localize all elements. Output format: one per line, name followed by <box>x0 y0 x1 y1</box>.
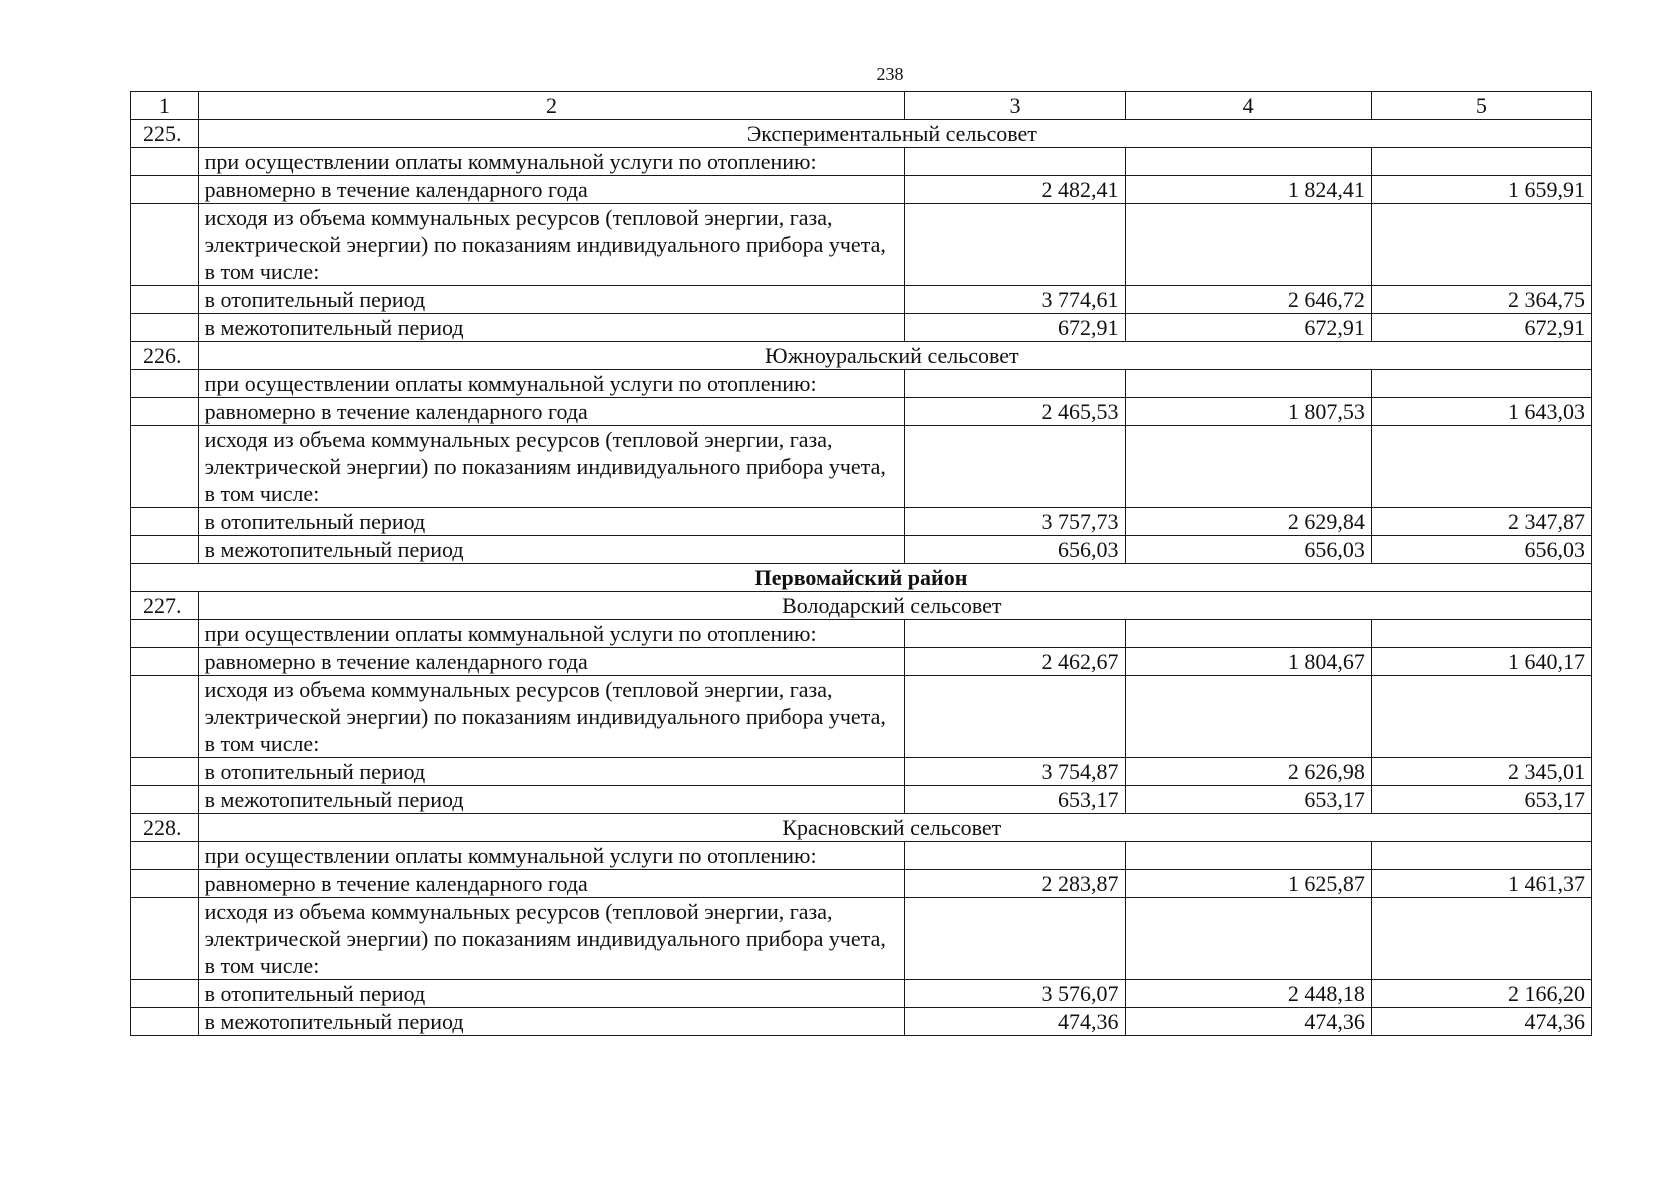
value-col-3 <box>905 898 1125 980</box>
row-index-cell <box>131 148 199 176</box>
header-cell-4: 4 <box>1125 92 1371 120</box>
row-label: в отопительный период <box>198 508 905 536</box>
row-index-cell <box>131 398 199 426</box>
value-col-5 <box>1371 898 1591 980</box>
row-label: исходя из объема коммунальных ресурсов (тепловой энергии, газа, электрической энергии) по показаниям индивидуального прибора учета, в том числе: <box>198 204 905 286</box>
table-row <box>131 286 1592 314</box>
value-col-3: 2 465,53 <box>905 398 1125 426</box>
table-row <box>131 508 1592 536</box>
value-col-5 <box>1371 842 1591 870</box>
value-col-4: 2 626,98 <box>1125 758 1371 786</box>
row-label: в межотопительный период <box>198 786 905 814</box>
row-index-cell <box>131 286 199 314</box>
value-col-4 <box>1125 370 1371 398</box>
value-col-5: 1 640,17 <box>1371 648 1591 676</box>
value-col-4: 1 807,53 <box>1125 398 1371 426</box>
row-index-cell <box>131 758 199 786</box>
row-index-cell <box>131 1008 199 1036</box>
value-col-4 <box>1125 842 1371 870</box>
table-row <box>131 758 1592 786</box>
table-row <box>131 314 1592 342</box>
header-cell-5: 5 <box>1371 92 1591 120</box>
row-index-cell <box>131 898 199 980</box>
value-col-3 <box>905 370 1125 398</box>
tariff-table <box>130 91 1592 1036</box>
row-index-cell <box>131 648 199 676</box>
table-row <box>131 870 1592 898</box>
row-index-cell <box>131 676 199 758</box>
value-col-3 <box>905 426 1125 508</box>
section-title-row <box>131 342 1592 370</box>
row-index-cell <box>131 536 199 564</box>
value-col-3: 3 757,73 <box>905 508 1125 536</box>
value-col-5: 1 659,91 <box>1371 176 1591 204</box>
value-col-4 <box>1125 676 1371 758</box>
row-label: при осуществлении оплаты коммунальной услуги по отоплению: <box>198 620 905 648</box>
section-index: 227. <box>131 592 199 620</box>
value-col-5: 2 364,75 <box>1371 286 1591 314</box>
row-label: равномерно в течение календарного года <box>198 398 905 426</box>
value-col-3 <box>905 842 1125 870</box>
row-index-cell <box>131 620 199 648</box>
value-col-3: 653,17 <box>905 786 1125 814</box>
value-col-3: 656,03 <box>905 536 1125 564</box>
value-col-3: 2 462,67 <box>905 648 1125 676</box>
table-row <box>131 842 1592 870</box>
row-index-cell <box>131 314 199 342</box>
row-label: при осуществлении оплаты коммунальной услуги по отоплению: <box>198 370 905 398</box>
value-col-4: 474,36 <box>1125 1008 1371 1036</box>
value-col-3 <box>905 620 1125 648</box>
value-col-5: 672,91 <box>1371 314 1591 342</box>
row-label: в межотопительный период <box>198 314 905 342</box>
table-body <box>131 92 1592 1036</box>
header-cell-3: 3 <box>905 92 1125 120</box>
value-col-5: 656,03 <box>1371 536 1591 564</box>
row-label: исходя из объема коммунальных ресурсов (тепловой энергии, газа, электрической энергии) по показаниям индивидуального прибора учета, в том числе: <box>198 898 905 980</box>
value-col-4: 2 448,18 <box>1125 980 1371 1008</box>
section-title-row <box>131 592 1592 620</box>
value-col-3: 3 576,07 <box>905 980 1125 1008</box>
row-index-cell <box>131 204 199 286</box>
value-col-4 <box>1125 204 1371 286</box>
row-label: при осуществлении оплаты коммунальной услуги по отоплению: <box>198 842 905 870</box>
value-col-5: 1 643,03 <box>1371 398 1591 426</box>
district-row <box>131 564 1592 592</box>
value-col-5 <box>1371 148 1591 176</box>
value-col-5 <box>1371 620 1591 648</box>
value-col-4 <box>1125 898 1371 980</box>
section-index: 226. <box>131 342 199 370</box>
section-title: Красновский сельсовет <box>198 814 1591 842</box>
table-row <box>131 370 1592 398</box>
value-col-5: 2 347,87 <box>1371 508 1591 536</box>
header-cell-1: 1 <box>131 92 199 120</box>
table-row <box>131 620 1592 648</box>
row-index-cell <box>131 870 199 898</box>
table-row <box>131 398 1592 426</box>
value-col-4 <box>1125 426 1371 508</box>
value-col-4: 2 646,72 <box>1125 286 1371 314</box>
value-col-3: 474,36 <box>905 1008 1125 1036</box>
value-col-4 <box>1125 620 1371 648</box>
row-index-cell <box>131 426 199 508</box>
row-label: исходя из объема коммунальных ресурсов (тепловой энергии, газа, электрической энергии) по показаниям индивидуального прибора учета, в том числе: <box>198 426 905 508</box>
table-row <box>131 898 1592 980</box>
row-label: в отопительный период <box>198 980 905 1008</box>
value-col-5: 2 166,20 <box>1371 980 1591 1008</box>
table-row <box>131 676 1592 758</box>
table-row <box>131 536 1592 564</box>
value-col-3: 672,91 <box>905 314 1125 342</box>
row-label: равномерно в течение календарного года <box>198 648 905 676</box>
row-label: при осуществлении оплаты коммунальной услуги по отоплению: <box>198 148 905 176</box>
table-row <box>131 980 1592 1008</box>
row-label: равномерно в течение календарного года <box>198 870 905 898</box>
value-col-5 <box>1371 676 1591 758</box>
table-row <box>131 176 1592 204</box>
table-row <box>131 148 1592 176</box>
row-index-cell <box>131 842 199 870</box>
value-col-3 <box>905 148 1125 176</box>
value-col-5: 1 461,37 <box>1371 870 1591 898</box>
row-index-cell <box>131 980 199 1008</box>
value-col-3: 2 283,87 <box>905 870 1125 898</box>
header-cell-2: 2 <box>198 92 905 120</box>
value-col-5 <box>1371 370 1591 398</box>
value-col-5: 653,17 <box>1371 786 1591 814</box>
section-index: 225. <box>131 120 199 148</box>
value-col-4: 1 625,87 <box>1125 870 1371 898</box>
district-title: Первомайский район <box>131 564 1592 592</box>
row-label: исходя из объема коммунальных ресурсов (тепловой энергии, газа, электрической энергии) по показаниям индивидуального прибора учета, в том числе: <box>198 676 905 758</box>
section-title-row <box>131 120 1592 148</box>
section-index: 228. <box>131 814 199 842</box>
row-label: в отопительный период <box>198 758 905 786</box>
value-col-5 <box>1371 204 1591 286</box>
value-col-5: 2 345,01 <box>1371 758 1591 786</box>
row-index-cell <box>131 786 199 814</box>
row-index-cell <box>131 370 199 398</box>
value-col-4: 1 824,41 <box>1125 176 1371 204</box>
section-title: Южноуральский сельсовет <box>198 342 1591 370</box>
value-col-3 <box>905 676 1125 758</box>
value-col-4: 1 804,67 <box>1125 648 1371 676</box>
value-col-4: 672,91 <box>1125 314 1371 342</box>
value-col-5 <box>1371 426 1591 508</box>
value-col-4: 656,03 <box>1125 536 1371 564</box>
table-row <box>131 1008 1592 1036</box>
row-index-cell <box>131 176 199 204</box>
value-col-5: 474,36 <box>1371 1008 1591 1036</box>
page-number: 238 <box>876 64 904 84</box>
value-col-3: 3 774,61 <box>905 286 1125 314</box>
section-title: Экспериментальный сельсовет <box>198 120 1591 148</box>
row-label: в межотопительный период <box>198 1008 905 1036</box>
value-col-4 <box>1125 148 1371 176</box>
table-row <box>131 426 1592 508</box>
row-label: равномерно в течение календарного года <box>198 176 905 204</box>
table-row <box>131 648 1592 676</box>
value-col-3 <box>905 204 1125 286</box>
table-row <box>131 786 1592 814</box>
value-col-3: 3 754,87 <box>905 758 1125 786</box>
header-row <box>131 92 1592 120</box>
row-index-cell <box>131 508 199 536</box>
row-label: в межотопительный период <box>198 536 905 564</box>
row-label: в отопительный период <box>198 286 905 314</box>
section-title-row <box>131 814 1592 842</box>
value-col-3: 2 482,41 <box>905 176 1125 204</box>
table-row <box>131 204 1592 286</box>
section-title: Володарский сельсовет <box>198 592 1591 620</box>
value-col-4: 2 629,84 <box>1125 508 1371 536</box>
value-col-4: 653,17 <box>1125 786 1371 814</box>
